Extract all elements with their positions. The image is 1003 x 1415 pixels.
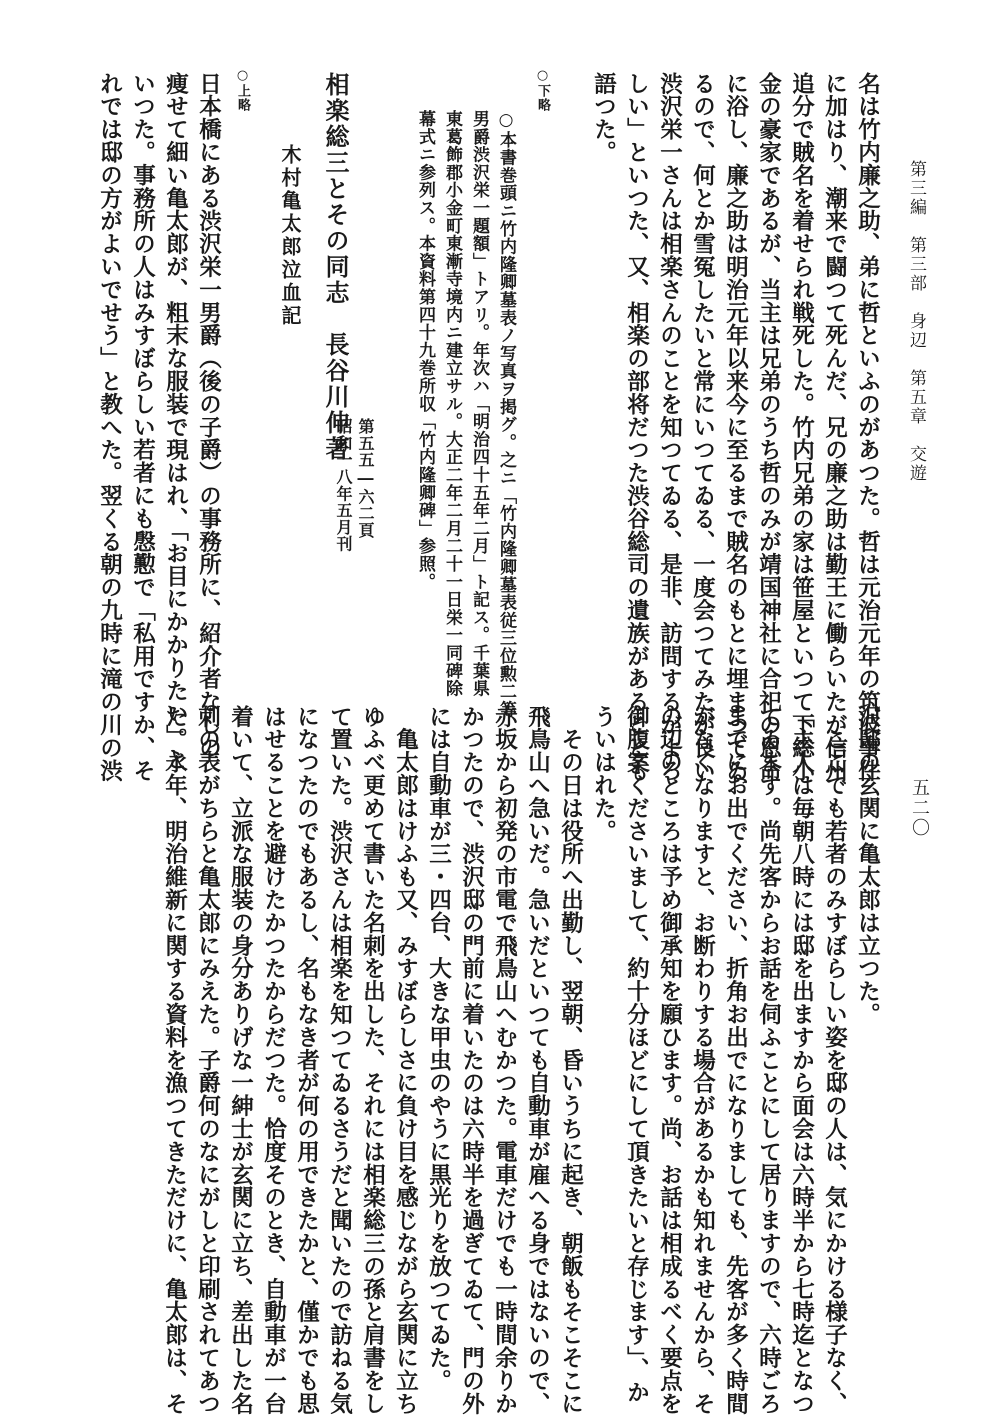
text-line: がなくなりますと、お断わりする場合があるかも知れませんから、そ xyxy=(689,705,716,1415)
text-line: しい」といつた、又、相楽の部将だつた渋谷総司の遺族があることも xyxy=(623,72,650,782)
omission-mark: ○上略 xyxy=(235,68,250,112)
text-line: てゐます。尚先客からお話を伺ふことにして居りますので、六時ごろ xyxy=(755,705,782,1415)
text-line: ういはれた。 xyxy=(590,705,617,843)
note-line: 男爵渋沢栄一題額」トアリ。年次ハ「明治四十五年二月」ト記ス。千葉県 xyxy=(469,110,489,698)
text-line: 御腹案くださいまして、約十分ほどにして頂きたいと存じます」、か xyxy=(623,705,650,1404)
publication-pages: 第五五―六二頁 xyxy=(356,418,375,539)
text-line: 刺の表がちらと亀太郎にみえた。子爵何のなにがしと印刷されてあつ xyxy=(194,705,221,1415)
text-line: に浴し、廉之助は明治元年以来今に至るまで賊名のもとに埋まつてゐ xyxy=(722,72,749,782)
text-line: て置いた。渋沢さんは相楽を知つてゐるさうだと聞いたので訪ねる気 xyxy=(326,705,353,1415)
text-line: の辺のところは予め御承知を願ひます。尚、お話は相成るべく要点を xyxy=(656,705,683,1415)
text-line: ゆふべ更めて書いた名刺を出した、それには相楽総三の孫と肩書をし xyxy=(359,705,386,1415)
text-line: 語つた。 xyxy=(590,72,617,164)
text-line: その日は役所へ出勤し、翌朝、昏いうちに起き、朝飯もそこそこに xyxy=(557,705,584,1415)
text-line: 赤坂から初発の市電で飛鳥山へむかつた。電車だけでも一時間余りか xyxy=(491,705,518,1415)
text-line: かつたので、渋沢邸の門前に着いたのは六時半を過ぎてゐて、門の外 xyxy=(458,705,485,1415)
page-number: 五二〇 xyxy=(909,778,930,838)
text-line: 金の豪家であるが、当主は兄弟のうち哲のみが靖国神社に合祀の恩命 xyxy=(755,72,782,782)
text-line: 着いて、立派な服装の身分ありげな一紳士が玄関に立ち、差出した名 xyxy=(227,705,254,1415)
running-head: 第三編 第三部 身辺 第五章 交遊 xyxy=(906,160,926,483)
note-line: 幕式ニ参列ス。本資料第四十九巻所収「竹内隆卿碑」参照。 xyxy=(415,110,435,591)
note-line: 東葛飾郡小金町東漸寺境内ニ建立サル。大正二年二月二十一日栄一同碑除 xyxy=(442,110,462,698)
text-line: た。永年、明治維新に関する資料を漁つてきただけに、亀太郎は、そ xyxy=(161,705,188,1415)
omission-mark: ○下略 xyxy=(535,68,550,112)
text-line: になつたのでもあるし、名もなき者が何の用できたかと、僅かでも思 xyxy=(293,705,320,1415)
text-line: れでは邸の方がよいでせう」と教へた。翌くる朝の九時に滝の川の渋 xyxy=(96,72,123,782)
text-line: ここでも若者のみすぼらしい姿を邸の人は、気にかける様子なく、 xyxy=(821,705,848,1415)
publication-date: 昭和一八年五月刊 xyxy=(334,418,353,553)
text-line: 「主人は毎朝八時には邸を出ますから面会は六時半から七時迄となつ xyxy=(788,705,815,1415)
text-line: いつた。事務所の人はみすぼらしい若者にも慇懃で「私用ですか、そ xyxy=(129,72,156,782)
text-line: 痩せて細い亀太郎が、粗末な服装で現はれ、「お目にかかりたい」と xyxy=(162,72,189,771)
text-line: 名は竹内廉之助、弟に哲といふのがあつた。哲は元治元年の筑波事件 xyxy=(854,72,881,782)
text-line: 沢邸の玄関に亀太郎は立つた。 xyxy=(854,705,881,1026)
text-line: 亀太郎はけふも又、みすぼらしさに負け目を感じながら玄関に立ち xyxy=(392,705,419,1415)
text-line: るので、何とか雪冤したいと常にいつてゐる、一度会つてみたが良い xyxy=(689,72,716,782)
text-line: までにお出でください、折角お出でになりましても、先客が多く時間 xyxy=(722,705,749,1415)
text-line: には自動車が三・四台、大きな甲虫のやうに黒光りを放つてゐた。 xyxy=(425,705,452,1392)
text-line: に加はり、潮来で闘つて死んだ、兄の廉之助は勤王に働らいたが信州 xyxy=(821,72,848,782)
note-line: ○本書巻頭ニ竹内隆卿墓表ノ写真ヲ掲グ。之ニ「竹内隆卿墓表従三位勲二等 xyxy=(496,110,516,719)
text-line: 飛鳥山へ急いだ。急いだといつても自動車が雇へる身ではないので、 xyxy=(524,705,551,1415)
section-title: 木村亀太郎泣血記 xyxy=(278,144,302,328)
text-line: 日本橋にある渋沢栄一男爵（後の子爵）の事務所に、紹介者なしの xyxy=(195,72,222,759)
book-title: 相楽総三とその同志 長谷川伸著 xyxy=(321,72,350,462)
text-line: はせることを避けたかつたからだつた。恰度そのとき、自動車が一台 xyxy=(260,705,287,1415)
text-line: 渋沢栄一さんは相楽さんのことを知つてゐる、是非、訪問するがよろ xyxy=(656,72,683,782)
text-line: 追分で賊名を着せられ戦死した。竹内兄弟の家は笹屋といつて下総小 xyxy=(788,72,815,782)
